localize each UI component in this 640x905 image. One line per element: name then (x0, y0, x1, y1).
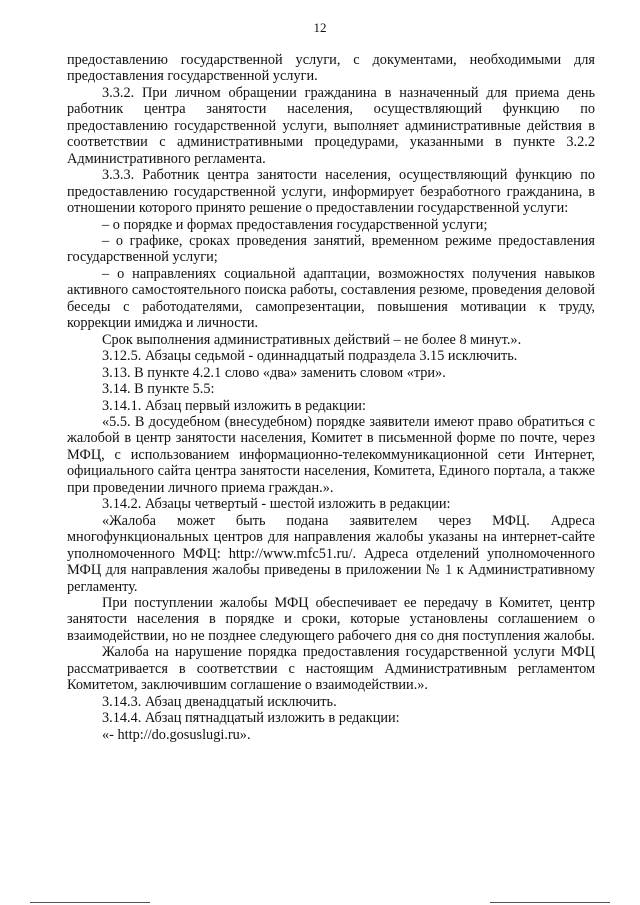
paragraph-3-14: 3.14. В пункте 5.5: (102, 381, 215, 398)
paragraph-deadline: Срок выполнения административных действий – не более 8 минут.». (102, 331, 522, 348)
paragraph-3-14-1: 3.14.1. Абзац первый изложить в редакции: (102, 397, 366, 414)
paragraph-3-14-3: 3.14.3. Абзац двенадцатый исключить. (102, 693, 337, 710)
document-body (67, 52, 595, 743)
paragraph-3-12-5: 3.12.5. Абзацы седьмой - одиннадцатый подраздела 3.15 исключить. (102, 348, 518, 365)
list-item-adaptation: – о направлениях социальной адаптации, возможностях получения навыков активного самостоятельного поиска работы, составления резюме, проведения деловой беседы с работодателями, самопрезентации, повышения мотивации к труду, коррекции имиджа и личности. (67, 265, 595, 332)
footer-rule-right (490, 902, 610, 903)
list-item-procedure: – о порядке и формах предоставления государственной услуги; (102, 216, 488, 233)
list-item-schedule: – о графике, сроках проведения занятий, временном режиме предоставления государственной услуги; (67, 232, 595, 266)
paragraph-3-3-3: 3.3.3. Работник центра занятости населения, осуществляющий функцию по предоставлению государственной услуги, информирует безработного гражданина, в отношении которого принято решение о предоставлении государственной услуги: (67, 167, 595, 217)
paragraph-complaint-mfc: «Жалоба может быть подана заявителем через МФЦ. Адреса многофункциональных центров для направления жалобы указаны на интернет-сайте уполномоченного МФЦ: http://www.mfc51.ru/. Адреса отделений уполномоченного МФЦ для направления жалобы приведены в приложении № 1 к Административному регламенту. (67, 512, 595, 595)
page-number: 12 (313, 20, 327, 35)
paragraph-gosuslugi-link: «- http://do.gosuslugi.ru». (102, 726, 251, 743)
paragraph-complaint-transfer: При поступлении жалобы МФЦ обеспечивает ее передачу в Комитет, центр занятости населения в порядке и сроки, которые установлены соглашением о взаимодействии, но не позднее следующего рабочего дня со дня поступления жалобы. (67, 594, 595, 644)
paragraph-complaint-review: Жалоба на нарушение порядка предоставления государственной услуги МФЦ рассматривается в соответствии с настоящим Административным регламентом Комитетом, заключившим соглашение о взаимодействии.». (67, 644, 595, 694)
paragraph-3-14-4: 3.14.4. Абзац пятнадцатый изложить в редакции: (102, 710, 400, 727)
paragraph-5-5-quote: «5.5. В досудебном (внесудебном) порядке заявители имеют право обратиться с жалобой в центр занятости населения, Комитет в письменной форме по почте, через МФЦ, с использованием информационно-телекоммуникационной сети Интернет, официального сайта центра занятости населения, Комитета, Единого портала, а также при проведении личного приема граждан.». (67, 413, 595, 496)
paragraph-3-3-2: 3.3.2. При личном обращении гражданина в назначенный для приема день работник центра занятости населения, осуществляющий функцию по предоставлению государственной услуги, выполняет административные действия в соответствии с административными процедурами, указанными в пункте 3.2.2 Административного регламента. (67, 84, 595, 167)
paragraph-3-14-2: 3.14.2. Абзацы четвертый - шестой изложить в редакции: (102, 496, 451, 513)
paragraph-3-13: 3.13. В пункте 4.2.1 слово «два» заменить словом «три». (102, 364, 446, 381)
footer-rule-left (30, 902, 150, 903)
paragraph-continuation: предоставлению государственной услуги, с документами, необходимыми для предоставления государственной услуги. (67, 52, 595, 85)
